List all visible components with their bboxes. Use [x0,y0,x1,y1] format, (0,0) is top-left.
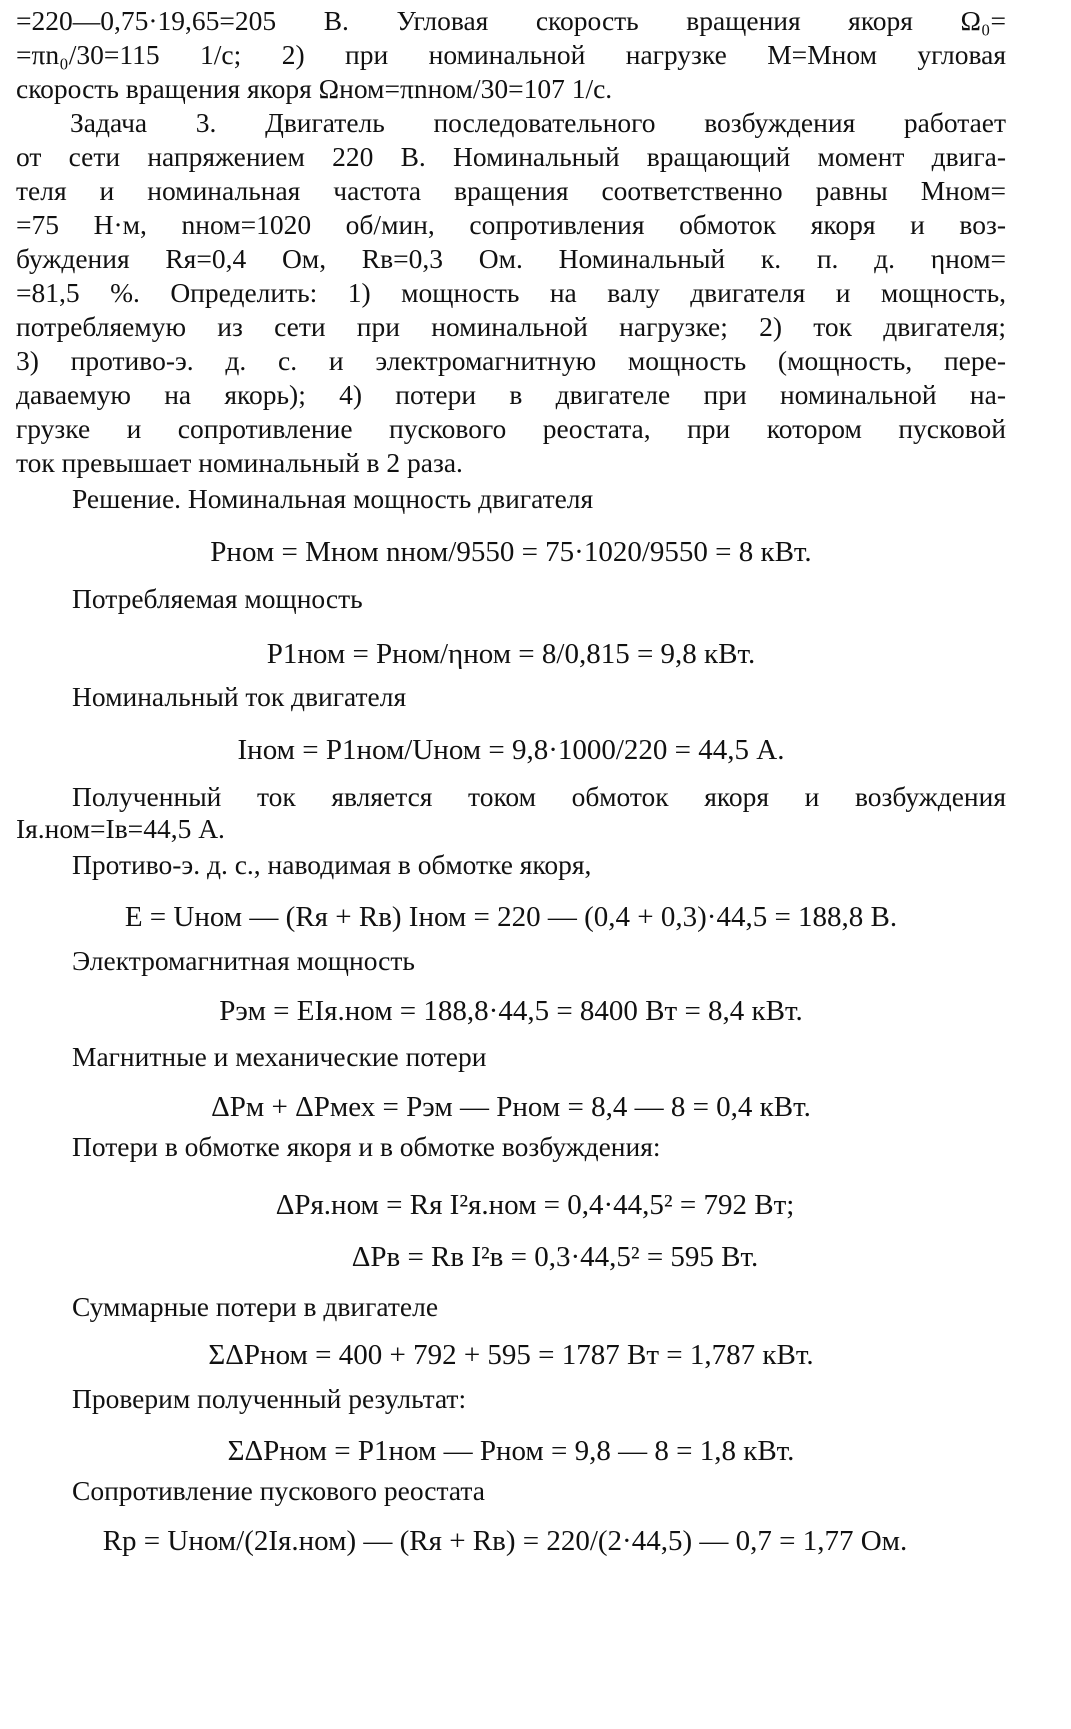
formula: Rр = Uном/(2Iя.ном) — (Rя + Rв) = 220/(2·44,5) — 0,7 = 1,77 Ом. [102,1525,908,1557]
text-line: Противо-э. д. с., наводимая в обмотке якоря, [72,849,592,880]
formula: Pэм = EIя.ном = 188,8·44,5 = 8400 Вт = 8,4 кВт. [219,995,803,1027]
text-line: Магнитные и механические потери [72,1041,487,1072]
text-line: 3) противо-э. д. с. и электромагнитную мощность (мощность, пере- [16,345,1006,376]
text-line: грузке и сопротивление пускового реостата, при котором пусковой [16,413,1006,444]
solution-heading: Решение. Номинальная мощность двигателя [72,483,594,514]
text-line: Полученный ток является током обмоток якоря и возбуждения [72,781,1006,812]
text-line: скорость вращения якоря Ωном=πnном/30=107 1/с. [16,73,613,104]
text-line: =75 Н·м, nном=1020 об/мин, сопротивления обмоток якоря и воз- [16,209,1006,240]
text-line: Потери в обмотке якоря и в обмотке возбуждения: [72,1131,661,1162]
text-line: буждения Rя=0,4 Ом, Rв=0,3 Ом. Номинальный к. п. д. ηном= [16,243,1006,274]
text-line: =πn₀/30=115 1/с; 2) при номинальной нагрузке M=Mном угловая [16,39,1006,70]
text-line: Электромагнитная мощность [72,945,415,976]
formula: ΣΔPном = P1ном — Pном = 9,8 — 8 = 1,8 кВт. [227,1435,795,1467]
text-line: Номинальный ток двигателя [72,681,407,712]
formula: ΔPм + ΔPмех = Pэм — Pном = 8,4 — 8 = 0,4 кВт. [211,1091,811,1123]
text-line: ток превышает номинальный в 2 раза. [16,447,463,478]
text-line: теля и номинальная частота вращения соответственно равны Mном= [16,175,1006,206]
formula: ΔPв = Rв I²в = 0,3·44,5² = 595 Вт. [351,1241,759,1273]
text-line: Суммарные потери в двигателе [72,1291,439,1322]
formula: ΣΔPном = 400 + 792 + 595 = 1787 Вт = 1,787 кВт. [208,1339,814,1371]
formula: Iном = P1ном/Uном = 9,8·1000/220 = 44,5 А. [237,734,785,766]
formula: P1ном = Pном/ηном = 8/0,815 = 9,8 кВт. [266,638,756,670]
text-line: =81,5 %. Определить: 1) мощность на валу двигателя и мощность, [16,277,1006,308]
text-line: Iя.ном=Iв=44,5 А. [16,813,225,844]
text-line: Проверим полученный результат: [72,1383,467,1414]
problem-heading: Задача 3. Двигатель последовательного возбуждения работает [70,107,1006,138]
text-line: даваемую на якорь); 4) потери в двигателе при номинальной на- [16,379,1006,410]
formula: ΔPя.ном = Rя I²я.ном = 0,4·44,5² = 792 Вт; [275,1189,795,1221]
text-line: потребляемую из сети при номинальной нагрузке; 2) ток двигателя; [16,311,1006,342]
text-line: Сопротивление пускового реостата [72,1475,485,1506]
formula: Pном = Mном nном/9550 = 75·1020/9550 = 8 кВт. [210,536,812,568]
text-line: Потребляемая мощность [72,583,363,614]
text-line: от сети напряжением 220 В. Номинальный вращающий момент двига- [16,141,1006,172]
formula: E = Uном — (Rя + Rв) Iном = 220 — (0,4 + 0,3)·44,5 = 188,8 В. [124,901,898,933]
text-line: =220—0,75·19,65=205 В. Угловая скорость вращения якоря Ω₀= [16,5,1006,36]
